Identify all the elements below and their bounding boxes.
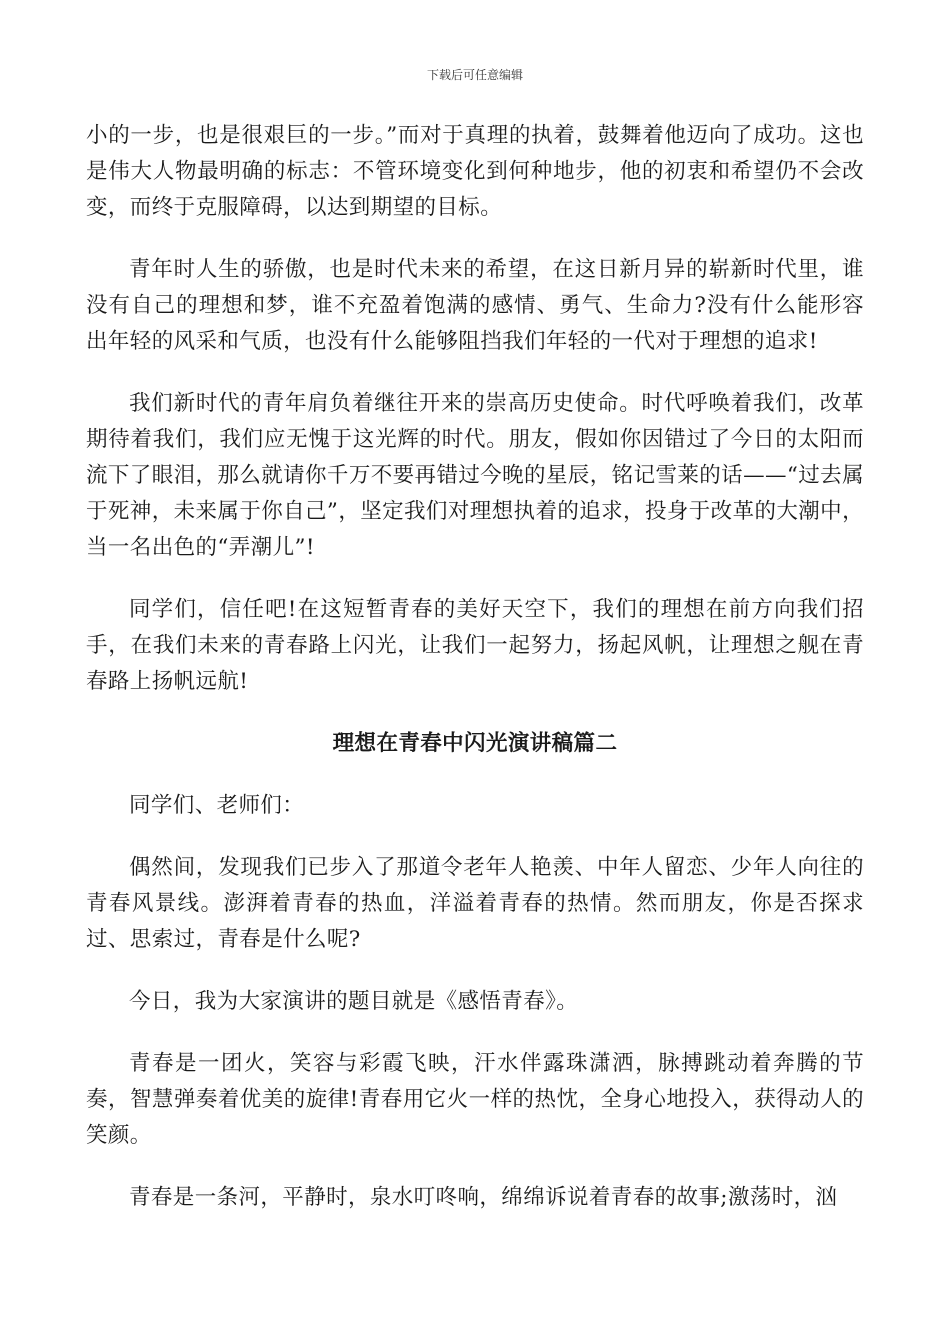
paragraph-8: 青春是一团火，笑容与彩霞飞映，汗水伴露珠潇洒，脉搏跳动着奔腾的节奏，智慧弹奏着优美的旋律!青春用它火一样的热忱，全身心地投入，获得动人的笑颜。 xyxy=(86,1051,864,1148)
paragraph-gap xyxy=(86,762,864,788)
page-header: 下载后可任意编辑 xyxy=(426,68,523,82)
paragraph-gap xyxy=(86,360,864,386)
paragraph-gap xyxy=(86,1154,864,1180)
paragraph-gap xyxy=(86,226,864,252)
paragraph-gap xyxy=(86,824,864,850)
paragraph-gap xyxy=(86,1020,864,1046)
paragraph-3: 我们新时代的青年肩负着继往开来的崇高历史使命。时代呼唤着我们，改革期待着我们，我们应无愧于这光辉的时代。朋友，假如你因错过了今日的太阳而流下了眼泪，那么就请你千万不要再错过今晚的星辰，铭记雪莱的话——“过去属于死神，未来属于你自己”，坚定我们对理想执着的追求，投身于改革的大潮中，当一名出色的“弄潮儿”! xyxy=(86,391,864,560)
document-body xyxy=(86,118,864,1216)
paragraph-gap xyxy=(86,958,864,984)
paragraph-gap xyxy=(86,700,864,726)
section-title: 理想在青春中闪光演讲稿篇二 xyxy=(332,731,618,756)
paragraph-6: 偶然间，发现我们已步入了那道令老年人艳羡、中年人留恋、少年人向往的青春风景线。澎湃着青春的热血，洋溢着青春的热情。然而朋友，你是否探求过、思索过，青春是什么呢? xyxy=(86,855,864,952)
paragraph-2: 青年时人生的骄傲，也是时代未来的希望，在这日新月异的崭新时代里，谁没有自己的理想和梦，谁不充盈着饱满的感情、勇气、生命力?没有什么能形容出年轻的风采和气质，也没有什么能够阻挡我们年轻的一代对于理想的追求! xyxy=(86,257,864,354)
greeting: 同学们、老师们： xyxy=(129,793,305,818)
paragraph-7: 今日，我为大家演讲的题目就是《感悟青春》。 xyxy=(129,989,579,1014)
paragraph-gap xyxy=(86,566,864,592)
paragraph-4: 同学们，信任吧!在这短暂青春的美好天空下，我们的理想在前方向我们招手，在我们未来的青春路上闪光，让我们一起努力，扬起风帆，让理想之舰在青春路上扬帆远航! xyxy=(86,597,864,694)
paragraph-1: 小的一步，也是很艰巨的一步。”而对于真理的执着，鼓舞着他迈向了成功。这也是伟大人物最明确的标志：不管环境变化到何种地步，他的初衷和希望仍不会改变，而终于克服障碍，以达到期望的目标。 xyxy=(86,123,864,220)
paragraph-9: 青春是一条河，平静时，泉水叮咚响，绵绵诉说着青春的故事;激荡时，汹 xyxy=(129,1185,838,1210)
